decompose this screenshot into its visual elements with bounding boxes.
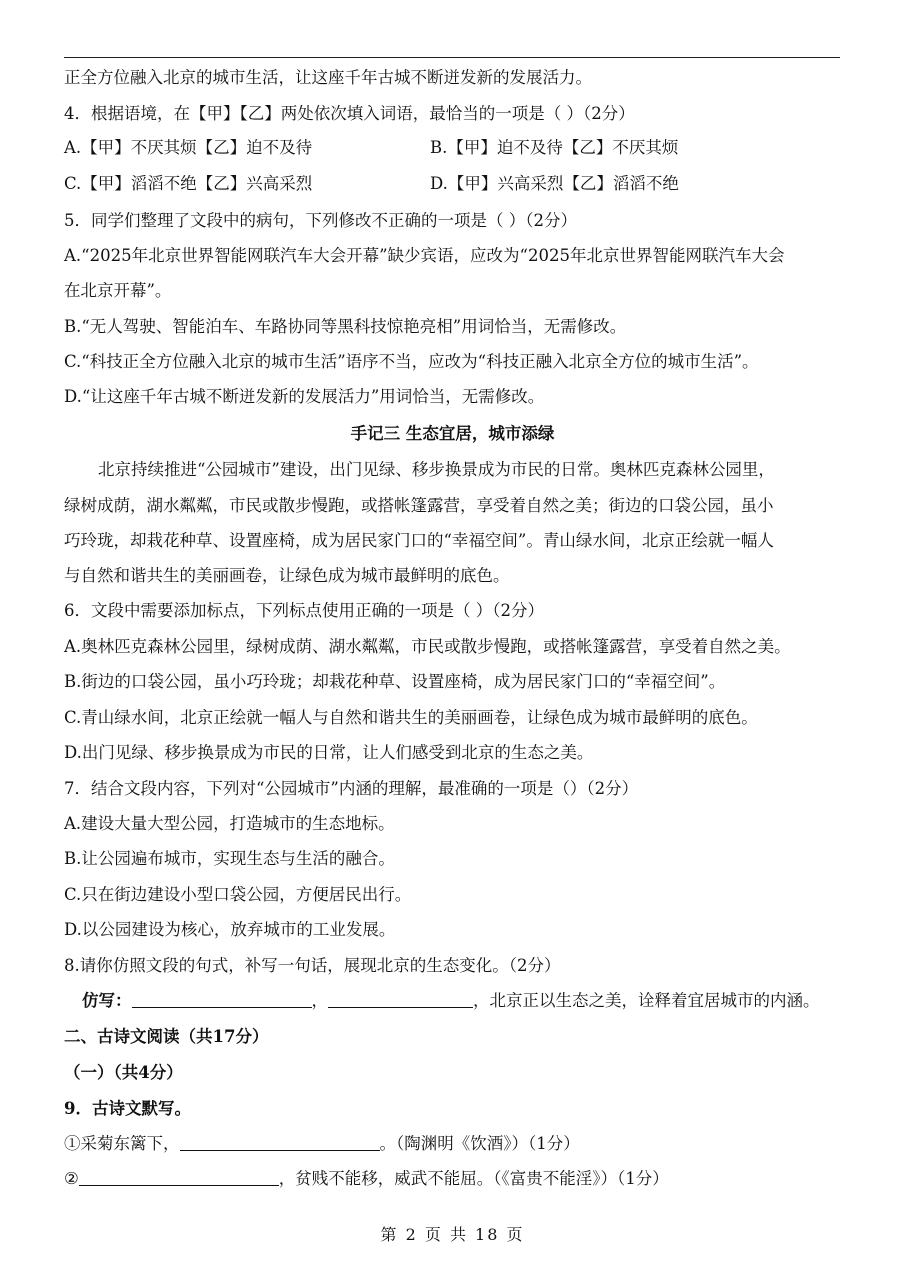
passage-continuation: 正全方位融入北京的城市生活，让这座千年古城不断迸发新的发展活力。 [64,68,592,87]
q5-option-b: B.“无人驾驶、智能泊车、车路协同等黑科技惊艳亮相”用词恰当，无需修改。 [64,317,627,336]
q9-item-2 [64,1167,845,1191]
q6-stem: 6．文段中需要添加标点，下列标点使用正确的一项是（ ）（2分） [64,601,544,620]
passage-line-2: 绿树成荫，湖水粼粼，市民或散步慢跑，或搭帐篷露营，享受着自然之美；街边的口袋公园，虽小 [64,496,774,515]
q9-item1-prefix: ①采菊东篱下， [64,1134,180,1153]
q8-separator: ， [311,991,328,1010]
q9-item2-suffix: ，贫贱不能移，威武不能屈。（《富贵不能淫》）（1分） [278,1169,669,1188]
part2-subsection: （一）（共4分） [64,1063,183,1082]
q4-option-d: D.【甲】兴高采烈【乙】滔滔不绝 [430,174,679,193]
q7-option-d: D.以公园建设为核心，放弃城市的工业发展。 [64,920,396,939]
q4-option-c: C.【甲】滔滔不绝【乙】兴高采烈 [64,174,313,193]
passage-line-1: 北京持续推进“公园城市”建设，出门见绿、移步换景成为市民的日常。奥林匹克森林公园里， [98,460,775,479]
q9-item-1 [64,1132,845,1156]
q5-option-a-line2: 在北京开幕”。 [64,281,172,300]
q5-option-d: D.“让这座千年古城不断迸发新的发展活力”用词恰当，无需修改。 [64,387,545,406]
q7-option-c: C.只在街边建设小型口袋公园，方便居民出行。 [64,885,412,904]
q4-option-a: A.【甲】不厌其烦【乙】迫不及待 [64,138,313,157]
q4-stem: 4．根据语境，在【甲】【乙】两处依次填入词语，最恰当的一项是（ ）（2分） [64,104,635,123]
q9-item2-prefix: ② [64,1169,79,1188]
q5-option-c: C.“科技正全方位融入北京的城市生活”语序不当，应改为“科技正融入北京全方位的城市生活”。 [64,352,759,371]
q9-item1-suffix: 。（陶渊明《饮酒》）（1分） [379,1134,580,1153]
q8-blank-2[interactable] [328,989,473,1008]
q9-item1-blank[interactable] [180,1132,380,1151]
q6-option-c: C.青山绿水间，北京正绘就一幅人与自然和谐共生的美丽画卷，让绿色成为城市最鲜明的底色。 [64,708,758,727]
passage-line-4: 与自然和谐共生的美丽画卷，让绿色成为城市最鲜明的底色。 [64,566,510,585]
q5-stem: 5．同学们整理了文段中的病句，下列修改不正确的一项是（ ）（2分） [64,211,577,230]
section-title: 手记三 生态宜居，城市添绿 [350,424,555,443]
q6-option-a: A.奥林匹克森林公园里，绿树成荫、湖水粼粼，市民或散步慢跑，或搭帐篷露营，享受着自然之美。 [64,637,791,656]
q9-item2-blank[interactable] [79,1167,279,1186]
q6-option-b: B.街边的口袋公园，虽小巧玲珑；却栽花种草、设置座椅，成为居民家门口的“幸福空间”。 [64,672,726,691]
q8-imitation-row [82,989,845,1013]
header-rule [64,57,840,58]
passage-line-3: 巧玲珑，却栽花种草、设置座椅，成为居民家门口的“幸福空间”。青山绿水间，北京正绘就一幅人 [64,531,774,550]
q8-tail: ，北京正以生态之美，诠释着宜居城市的内涵。 [473,991,820,1010]
q7-option-b: B.让公园遍布城市，实现生态与生活的融合。 [64,849,395,868]
page-number-footer: 第 2 页 共 18 页 [380,1225,525,1244]
part2-title: 二、古诗文阅读（共17分） [64,1027,269,1046]
q5-option-a-line1: A.“2025年北京世界智能网联汽车大会开幕”缺少宾语，应改为“2025年北京世界智能网联汽车大会 [64,246,785,265]
q7-option-a: A.建设大量大型公园，打造城市的生态地标。 [64,814,395,833]
q8-blank-1[interactable] [132,989,312,1008]
q8-stem: 8.请你仿照文段的句式，补写一句话，展现北京的生态变化。（2分） [64,956,561,975]
q6-option-d: D.出门见绿、移步换景成为市民的日常，让人们感受到北京的生态之美。 [64,743,594,762]
q8-label: 仿写： [82,991,132,1010]
q7-stem: 7．结合文段内容，下列对“公园城市”内涵的理解，最准确的一项是（）（2分） [64,779,639,798]
q9-stem: 9．古诗文默写。 [64,1099,191,1118]
q4-option-b: B.【甲】迫不及待【乙】不厌其烦 [430,138,679,157]
